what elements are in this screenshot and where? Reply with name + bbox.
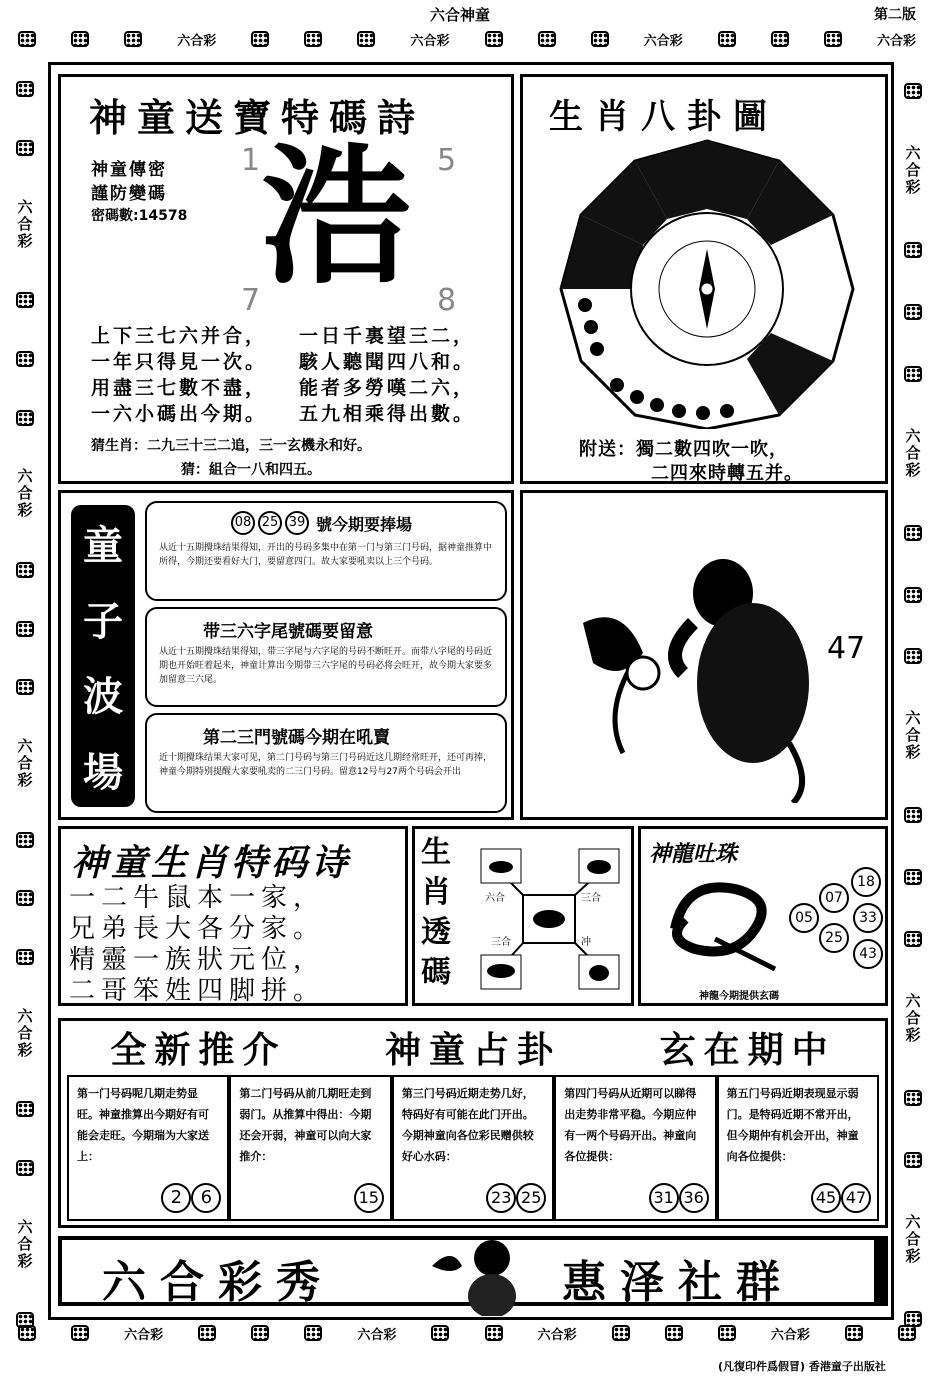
guess-zodiac: 猜生肖：二九三十三二追，三一玄機永和好。	[91, 438, 371, 454]
banner-item-3: 玄在期中	[659, 1029, 836, 1071]
wave-block-1	[145, 501, 507, 601]
doors-row	[67, 1075, 879, 1221]
door-3-text: 第三门号码近期走势几好，特码好有可能在此门开出。今期神童向各位彩民赠供较好心水码：	[401, 1087, 534, 1163]
banner-item-2: 神童占卦	[384, 1029, 561, 1071]
dots-icon	[124, 31, 142, 47]
zodiac-poem-panel	[58, 826, 408, 1006]
bagua-note-1: 附送：獨二數四吹一吹，	[579, 439, 788, 460]
dots-icon	[591, 31, 609, 47]
corner-num-7: 7	[241, 283, 261, 318]
wave-block-2	[145, 607, 507, 707]
corner-num-5: 5	[437, 143, 457, 178]
password-line: 密碼數:14578	[91, 208, 188, 224]
door-ball: 45	[811, 1183, 841, 1213]
footer-left-text: 六合彩秀	[102, 1257, 334, 1308]
ball-18: 18	[851, 867, 881, 897]
ball-08: 08	[231, 511, 255, 535]
poem-panel	[58, 74, 514, 484]
page-label: 第二版	[874, 7, 916, 23]
top-title: 六合神童	[430, 6, 491, 24]
wave-heading-3: 第二三門號碼今期在吼賣	[203, 728, 390, 748]
ball-07: 07	[819, 883, 849, 913]
band-label: 六合彩	[876, 33, 916, 49]
dots-icon	[71, 31, 89, 47]
zodiac-poem-title: 神童生肖特码诗	[71, 842, 352, 884]
door-1-text: 第一门号码呢几期走势显旺。神童推算出今期好有可能会走旺。今期瑞为大家送上：	[77, 1087, 209, 1163]
door-2	[229, 1075, 391, 1221]
door-5-text: 第五门号码近期表现显示弱门。是特码近期不常开出，但今期仲有机会开出，神童向各位提供：	[726, 1087, 859, 1163]
dots-icon	[824, 31, 842, 47]
door-4	[554, 1075, 716, 1221]
zodiac-poem-lines: 一二牛鼠本一家， 兄弟長大各分家。 精靈一族狀元位， 二哥笨姓四脚拼。	[69, 883, 326, 1006]
publisher-note: (凡復印件爲假冒) 香港童子出版社	[718, 1360, 886, 1373]
door-ball: 6	[191, 1183, 221, 1213]
door-ball: 2	[161, 1183, 191, 1213]
footer-banner	[58, 1236, 888, 1306]
recommend-banner	[61, 1021, 885, 1073]
penetrate-diagram	[475, 839, 625, 999]
ball-33: 33	[853, 903, 883, 933]
label-sanhe-2: 三合	[491, 937, 511, 948]
wave-text-2: 从近十五期攪珠结果得知，带三字尾与六字尾的号码不断旺开。而带八字尾的号码近期也开始旺着起来，神童计算出今期带三六字尾的号码必将会旺开，故今期大家要多加留意三六尾。	[159, 647, 493, 685]
band-label: 六合彩	[643, 33, 683, 49]
band-label: 六合彩	[537, 1327, 577, 1343]
band-label: 六合彩	[177, 33, 217, 49]
note-line-1: 神童傳密	[91, 160, 167, 180]
dots-icon	[718, 31, 736, 47]
label-chong: 冲	[581, 937, 591, 948]
label-liuhe: 六合	[485, 893, 505, 904]
bagua-diagram	[557, 139, 857, 429]
dots-icon	[304, 31, 322, 47]
door-ball: 36	[679, 1183, 709, 1213]
dragon-illustration	[655, 869, 795, 979]
left-band: 六合彩 六合彩 六合彩 六合彩 六合彩	[12, 60, 38, 1350]
ball-25: 25	[819, 923, 849, 953]
dragon-title: 神龍吐珠	[649, 842, 738, 867]
dots-icon	[485, 31, 503, 47]
corner-num-8: 8	[437, 283, 457, 318]
dragon-caption: 神龍今期提供玄碼	[699, 991, 779, 1002]
right-band: 六合彩 六合彩 六合彩 六合彩 六合彩	[900, 60, 926, 1350]
wave-vertical-title: 童 子 波 場	[71, 505, 135, 807]
wave-text-3: 近十期攪珠结果大家可见，第二门号码与第三门号码近这几期经常旺开，还可再捧，神童今期特别提醒大家要吼卖的二三门号码。留意12号与27两个号码会开出	[159, 753, 493, 777]
top-band	[18, 28, 916, 50]
guess-combo: 猜：組合一八和四五。	[181, 462, 321, 478]
bagua-title: 生肖八卦圖	[549, 97, 779, 137]
big-character: 浩	[261, 131, 412, 305]
bagua-panel	[520, 74, 888, 484]
dots-icon	[18, 31, 36, 47]
monkey-illustration	[563, 513, 823, 803]
corner-num-1: 1	[241, 143, 261, 178]
poem-title: 神童送寶特碼詩	[89, 95, 426, 140]
poem-lines-left: 上下三七六并合， 一年只得見一次。 用盡三七數不盡， 一六小碼出今期。	[91, 325, 268, 425]
poem-lines-right: 一日千裏望三二， 駭人聽聞四八和。 能者多勞嘆二六， 五九相乘得出數。	[299, 325, 476, 425]
ball-43: 43	[853, 939, 883, 969]
door-ball: 31	[649, 1183, 679, 1213]
ball-39: 39	[285, 511, 309, 535]
door-2-text: 第二门号码从前几期旺走到弱门。从推算中得出：今期还会开弱，神童可以向大家推介：	[239, 1087, 372, 1163]
dragon-panel	[638, 826, 888, 1006]
banner-item-1: 全新推介	[110, 1029, 287, 1071]
note-line-2: 謹防變碼	[91, 184, 167, 204]
door-4-text: 第四门号码从近期可以睇得出走势非常平稳。今期应仲有一两个号码开出。神童向各位提供：	[564, 1087, 697, 1163]
band-label: 六合彩	[410, 33, 450, 49]
dots-icon	[771, 31, 789, 47]
bottom-band	[18, 1322, 916, 1344]
door-5	[717, 1075, 879, 1221]
footer-right-text: 惠泽社群	[562, 1257, 794, 1308]
wave-block-3	[145, 713, 507, 813]
wave-text-1: 从近十五期攪珠结果得知，开出的号码多集中在第一门与第三门号码，据神童推算中所得，今期还要看好大门，要留意四门。故大家要吼卖以上三个号码。	[159, 543, 493, 567]
door-ball: 23	[486, 1183, 516, 1213]
door-ball: 25	[516, 1183, 546, 1213]
child-figure	[422, 1236, 532, 1316]
door-ball: 47	[841, 1183, 871, 1213]
band-label: 六合彩	[357, 1327, 397, 1343]
door-3	[392, 1075, 554, 1221]
ball-25: 25	[258, 511, 282, 535]
dots-icon	[251, 31, 269, 47]
penetrate-title: 生 肖 透 碼	[421, 835, 451, 990]
monkey-panel	[520, 490, 888, 820]
wave-heading-2: 带三六字尾號碼要留意	[203, 622, 373, 642]
dots-icon	[357, 31, 375, 47]
recommend-panel	[58, 1018, 888, 1228]
door-ball: 15	[354, 1183, 384, 1213]
dots-icon	[538, 31, 556, 47]
penetrate-panel	[412, 826, 634, 1006]
label-sanhe-1: 三合	[581, 893, 601, 904]
wave-panel	[58, 490, 514, 820]
band-label: 六合彩	[770, 1327, 810, 1343]
bagua-note-2: 二四來時轉五并。	[651, 463, 803, 484]
band-label: 六合彩	[124, 1327, 164, 1343]
wave-heading-1: 號今期要捧場	[316, 514, 413, 534]
ball-05: 05	[789, 903, 819, 933]
door-1	[67, 1075, 229, 1221]
monkey-number: 47	[827, 631, 866, 666]
